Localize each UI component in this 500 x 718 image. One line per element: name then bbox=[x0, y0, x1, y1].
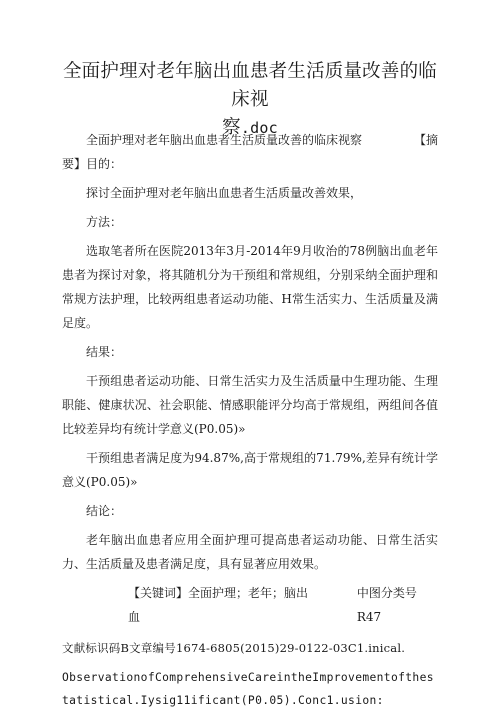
abstract-bracket-label: 【摘 bbox=[413, 133, 438, 147]
methods-label: 方法： bbox=[86, 215, 123, 229]
objective-paragraph: 探讨全面护理对老年脑出血患者生活质量改善效果， bbox=[86, 186, 363, 200]
keywords-text: 【关键词】全面护理；老年；脑出血 bbox=[128, 586, 309, 624]
title-extension: .doc bbox=[240, 119, 278, 137]
conclusion-paragraph: 老年脑出血患者应用全面护理可提高患者运动功能、日常生活实力、生活质量及患者满足度，具有显著应用效果。 bbox=[62, 533, 438, 571]
keywords-row bbox=[62, 581, 438, 629]
abstract-heading-text: 全面护理对老年脑出血患者生活质量改善的临床视察 bbox=[86, 133, 363, 147]
conclusion-label: 结论： bbox=[86, 504, 123, 518]
methods-paragraph: 选取笔者所在医院2013年3月-2014年9月收治的78例脑出血老年患者为探讨对象，将其随机分为干预组和常规组，分别采纳全面护理和常规方法护理，比较两组患者运动功能、H常生活实力、生活质量及满足度。 bbox=[62, 244, 438, 330]
document-body bbox=[62, 128, 438, 718]
abstract-header bbox=[62, 128, 438, 152]
english-abstract-text: ObservationofComprehensiveCareintheImprovementofthestatistical.Iysig11ificant(P0.05).Conc1.usion: bbox=[62, 671, 434, 707]
classification-number: 中图分类号R47 bbox=[356, 586, 417, 624]
results-paragraph-1: 干预组患者运动功能、日常生活实力及生活质量中生理功能、生理职能、健康状况、社会职能、情感职能评分均高于常规组，两组间各值比较差异均有统计学意义(P0.05)» bbox=[62, 374, 438, 436]
abstract-objective-label: 要】目的： bbox=[62, 157, 123, 171]
results-label: 结果： bbox=[86, 345, 123, 359]
title-tail: 察 bbox=[222, 117, 241, 138]
results-paragraph-2: 干预组患者满足度为94.87%,高于常规组的71.79%,差异有统计学意义(P0.05)» bbox=[62, 451, 438, 489]
title-main: 全面护理对老年脑出血患者生活质量改善的临床视 bbox=[62, 61, 437, 110]
document-code-line: 文献标识码B文章编号1674-6805(2015)29-0122-03C1.inical. bbox=[62, 641, 406, 655]
